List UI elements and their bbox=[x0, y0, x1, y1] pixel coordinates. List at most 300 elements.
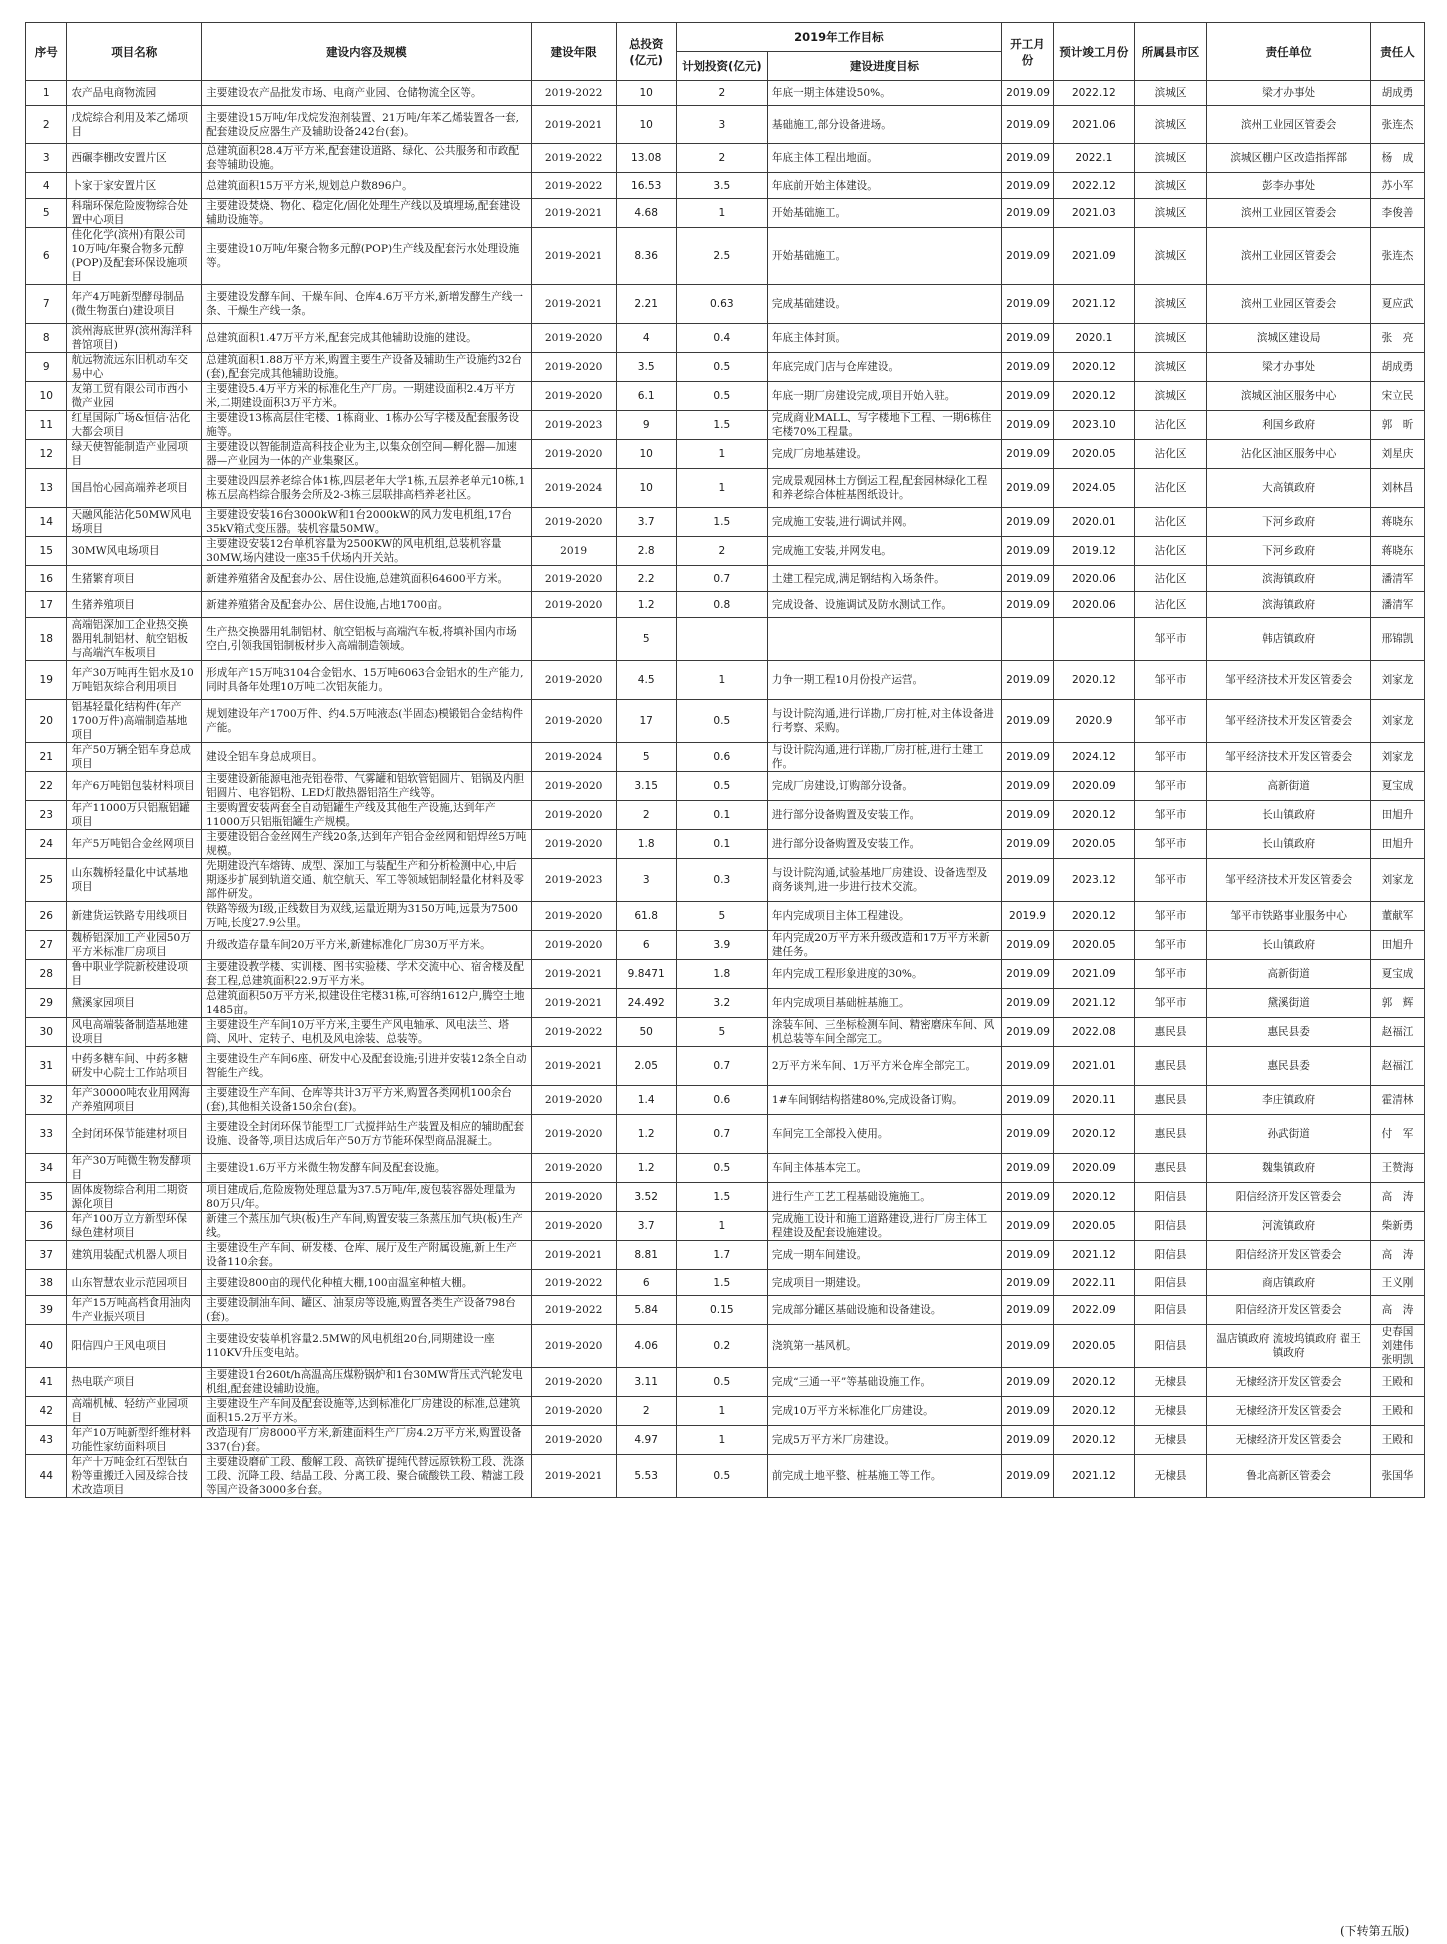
cell-plan-invest: 0.5 bbox=[676, 772, 767, 801]
cell-progress: 与设计院沟通,进行详勘,厂房打桩,进行土建工作。 bbox=[767, 743, 1001, 772]
cell-period: 2019-2021 bbox=[531, 228, 616, 285]
cell-progress: 进行生产工艺工程基础设施施工。 bbox=[767, 1183, 1001, 1212]
cell-content: 主要建设新能源电池壳铝卷带、气雾罐和铝软管铝圆片、铝锅及内胆铝圆片、电容铝粉、LED灯散热器铝箔生产线等。 bbox=[202, 772, 532, 801]
cell-seq: 25 bbox=[26, 859, 67, 902]
cell-unit: 长山镇政府 bbox=[1207, 830, 1371, 859]
cell-person: 高 涛 bbox=[1371, 1183, 1425, 1212]
cell-progress: 完成项目一期建设。 bbox=[767, 1270, 1001, 1296]
cell-progress: 完成商业MALL、写字楼地下工程、一期6栋住宅楼70%工程量。 bbox=[767, 411, 1001, 440]
cell-project-name: 建筑用装配式机器人项目 bbox=[67, 1241, 202, 1270]
cell-period: 2019-2021 bbox=[531, 199, 616, 228]
cell-unit: 邹平经济技术开发区管委会 bbox=[1207, 700, 1371, 743]
cell-total-invest: 3 bbox=[616, 859, 676, 902]
cell-seq: 42 bbox=[26, 1397, 67, 1426]
cell-county: 阳信县 bbox=[1134, 1325, 1207, 1368]
cell-finish-month: 2020.9 bbox=[1053, 700, 1134, 743]
cell-total-invest: 3.7 bbox=[616, 1212, 676, 1241]
cell-content: 主要建设农产品批发市场、电商产业园、仓储物流全区等。 bbox=[202, 81, 532, 106]
cell-period: 2019-2021 bbox=[531, 989, 616, 1018]
header-invest: 总投资(亿元) bbox=[616, 23, 676, 81]
cell-person: 王殿和 bbox=[1371, 1397, 1425, 1426]
cell-unit: 滨海镇政府 bbox=[1207, 566, 1371, 592]
cell-county: 邹平市 bbox=[1134, 743, 1207, 772]
cell-project-name: 魏桥铝深加工产业园50万平方米标准厂房项目 bbox=[67, 931, 202, 960]
table-row bbox=[26, 1368, 1425, 1397]
cell-unit: 长山镇政府 bbox=[1207, 931, 1371, 960]
cell-county: 滨城区 bbox=[1134, 144, 1207, 173]
cell-plan-invest: 1.8 bbox=[676, 960, 767, 989]
cell-project-name: 戊烷综合利用及苯乙烯项目 bbox=[67, 106, 202, 144]
table-row bbox=[26, 1086, 1425, 1115]
project-table bbox=[25, 22, 1425, 1498]
cell-total-invest: 3.7 bbox=[616, 508, 676, 537]
cell-start-month: 2019.09 bbox=[1002, 960, 1054, 989]
cell-unit: 河流镇政府 bbox=[1207, 1212, 1371, 1241]
cell-plan-invest: 2 bbox=[676, 144, 767, 173]
cell-unit: 滨海镇政府 bbox=[1207, 592, 1371, 618]
cell-seq: 38 bbox=[26, 1270, 67, 1296]
cell-total-invest: 13.08 bbox=[616, 144, 676, 173]
cell-person: 胡成勇 bbox=[1371, 81, 1425, 106]
cell-total-invest: 6.1 bbox=[616, 382, 676, 411]
cell-plan-invest: 3.5 bbox=[676, 173, 767, 199]
table-row bbox=[26, 1270, 1425, 1296]
cell-content: 主要建设800亩的现代化种植大棚,100亩温室种植大棚。 bbox=[202, 1270, 532, 1296]
cell-content: 主要建设教学楼、实训楼、图书实验楼、学术交流中心、宿舍楼及配套工程,总建筑面积22.9万平方米。 bbox=[202, 960, 532, 989]
cell-seq: 36 bbox=[26, 1212, 67, 1241]
cell-plan-invest: 5 bbox=[676, 902, 767, 931]
header-goal-group: 2019年工作目标 bbox=[676, 23, 1001, 52]
cell-start-month: 2019.09 bbox=[1002, 1183, 1054, 1212]
cell-progress: 年底前开始主体建设。 bbox=[767, 173, 1001, 199]
cell-finish-month: 2020.12 bbox=[1053, 353, 1134, 382]
cell-content: 主要建设1台260t/h高温高压煤粉锅炉和1台30MW背压式汽轮发电机组,配套建设辅助设施。 bbox=[202, 1368, 532, 1397]
cell-total-invest: 2.8 bbox=[616, 537, 676, 566]
cell-content: 新建养殖猪舍及配套办公、居住设施,占地1700亩。 bbox=[202, 592, 532, 618]
cell-period: 2019-2021 bbox=[531, 960, 616, 989]
cell-county: 滨城区 bbox=[1134, 382, 1207, 411]
cell-total-invest: 1.2 bbox=[616, 1115, 676, 1154]
cell-finish-month: 2021.12 bbox=[1053, 1455, 1134, 1498]
cell-content: 主要建设磨矿工段、酸解工段、高铁矿提纯代替远原铁粉工段、洗涤工段、沉降工段、结晶工段、分离工段、聚合硫酸铁工段、精滤工段等国产设备3000多台套。 bbox=[202, 1455, 532, 1498]
cell-project-name: 年产50万辆全铝车身总成项目 bbox=[67, 743, 202, 772]
cell-period: 2019-2020 bbox=[531, 931, 616, 960]
cell-total-invest: 3.15 bbox=[616, 772, 676, 801]
cell-finish-month: 2020.06 bbox=[1053, 592, 1134, 618]
cell-progress: 完成设备、设施调试及防水测试工作。 bbox=[767, 592, 1001, 618]
cell-content: 规划建设年产1700万件、约4.5万吨液态(半固态)模锻铝合金结构件产能。 bbox=[202, 700, 532, 743]
cell-project-name: 年产30万吨微生物发酵项目 bbox=[67, 1154, 202, 1183]
cell-county: 阳信县 bbox=[1134, 1212, 1207, 1241]
cell-content: 项目建成后,危险废物处理总量为37.5万吨/年,废包装容器处理量为80万只/年。 bbox=[202, 1183, 532, 1212]
cell-plan-invest: 1 bbox=[676, 1426, 767, 1455]
cell-progress: 土建工程完成,满足钢结构入场条件。 bbox=[767, 566, 1001, 592]
table-row bbox=[26, 1183, 1425, 1212]
cell-start-month: 2019.09 bbox=[1002, 199, 1054, 228]
cell-content: 升级改造存量车间20万平方米,新建标准化厂房30万平方米。 bbox=[202, 931, 532, 960]
cell-total-invest: 6 bbox=[616, 1270, 676, 1296]
table-row bbox=[26, 1397, 1425, 1426]
cell-period: 2019-2020 bbox=[531, 353, 616, 382]
cell-county: 沾化区 bbox=[1134, 508, 1207, 537]
cell-start-month: 2019.09 bbox=[1002, 700, 1054, 743]
cell-unit: 阳信经济开发区管委会 bbox=[1207, 1296, 1371, 1325]
cell-content: 主要建设生产车间10万平方米,主要生产风电轴承、风电法兰、塔筒、风叶、定转子、电机及风电涂装、总装等。 bbox=[202, 1018, 532, 1047]
cell-unit: 商店镇政府 bbox=[1207, 1270, 1371, 1296]
cell-plan-invest: 1.7 bbox=[676, 1241, 767, 1270]
cell-progress bbox=[767, 618, 1001, 661]
cell-seq: 34 bbox=[26, 1154, 67, 1183]
cell-period bbox=[531, 618, 616, 661]
cell-plan-invest: 0.6 bbox=[676, 1086, 767, 1115]
cell-plan-invest: 1.5 bbox=[676, 508, 767, 537]
cell-total-invest: 2 bbox=[616, 801, 676, 830]
cell-content: 主要建设制油车间、罐区、油泵房等设施,购置各类生产设备798台(套)。 bbox=[202, 1296, 532, 1325]
continued-note: (下转第五版) bbox=[1340, 1924, 1410, 1938]
cell-progress: 完成部分罐区基础设施和设备建设。 bbox=[767, 1296, 1001, 1325]
cell-total-invest: 1.8 bbox=[616, 830, 676, 859]
cell-county: 沾化区 bbox=[1134, 440, 1207, 469]
cell-unit: 滨城区油区服务中心 bbox=[1207, 382, 1371, 411]
cell-progress: 进行部分设备购置及安装工作。 bbox=[767, 801, 1001, 830]
cell-finish-month: 2021.06 bbox=[1053, 106, 1134, 144]
cell-progress: 开始基础施工。 bbox=[767, 199, 1001, 228]
cell-content: 主要建设13栋高层住宅楼、1栋商业、1栋办公写字楼及配套服务设施等。 bbox=[202, 411, 532, 440]
cell-content: 主要建设全封闭环保节能型工厂式搅拌站生产装置及相应的辅助配套设施、设备等,项目达成后年产50万方节能环保型商品混凝土。 bbox=[202, 1115, 532, 1154]
cell-county: 无棣县 bbox=[1134, 1426, 1207, 1455]
table-row bbox=[26, 1047, 1425, 1086]
cell-county: 滨城区 bbox=[1134, 106, 1207, 144]
cell-progress: 1#车间钢结构搭建80%,完成设备订购。 bbox=[767, 1086, 1001, 1115]
cell-start-month: 2019.09 bbox=[1002, 1325, 1054, 1368]
table-row bbox=[26, 700, 1425, 743]
cell-person: 刘家龙 bbox=[1371, 700, 1425, 743]
cell-finish-month: 2019.12 bbox=[1053, 537, 1134, 566]
cell-plan-invest: 0.7 bbox=[676, 1115, 767, 1154]
cell-seq: 19 bbox=[26, 661, 67, 700]
cell-total-invest: 2.05 bbox=[616, 1047, 676, 1086]
cell-unit: 韩店镇政府 bbox=[1207, 618, 1371, 661]
cell-period: 2019-2022 bbox=[531, 1018, 616, 1047]
cell-seq: 14 bbox=[26, 508, 67, 537]
table-row bbox=[26, 1212, 1425, 1241]
cell-project-name: 热电联产项目 bbox=[67, 1368, 202, 1397]
cell-content: 主要建设焚烧、物化、稳定化/固化处理生产线以及填埋场,配套建设辅助设施等。 bbox=[202, 199, 532, 228]
cell-period: 2019-2021 bbox=[531, 1455, 616, 1498]
cell-seq: 10 bbox=[26, 382, 67, 411]
cell-project-name: 友第工贸有限公司市西小微产业园 bbox=[67, 382, 202, 411]
cell-content: 生产热交换器用轧制铝材、航空铝板与高端汽车板,将填补国内市场空白,引领我国铝制板材步入高端制造领域。 bbox=[202, 618, 532, 661]
cell-plan-invest: 0.5 bbox=[676, 700, 767, 743]
cell-period: 2019-2020 bbox=[531, 1154, 616, 1183]
cell-finish-month: 2020.12 bbox=[1053, 801, 1134, 830]
cell-period: 2019-2020 bbox=[531, 1325, 616, 1368]
cell-project-name: 航远物流远东旧机动车交易中心 bbox=[67, 353, 202, 382]
cell-period: 2019-2022 bbox=[531, 144, 616, 173]
cell-total-invest: 3.52 bbox=[616, 1183, 676, 1212]
header-person: 责任人 bbox=[1371, 23, 1425, 81]
cell-project-name: 固体废物综合利用二期资源化项目 bbox=[67, 1183, 202, 1212]
cell-plan-invest: 1 bbox=[676, 440, 767, 469]
table-row bbox=[26, 1296, 1425, 1325]
cell-finish-month: 2022.08 bbox=[1053, 1018, 1134, 1047]
cell-person: 胡成勇 bbox=[1371, 353, 1425, 382]
cell-finish-month: 2022.12 bbox=[1053, 81, 1134, 106]
cell-content: 总建筑面积15万平方米,规划总户数896户。 bbox=[202, 173, 532, 199]
cell-start-month: 2019.09 bbox=[1002, 592, 1054, 618]
cell-period: 2019-2022 bbox=[531, 1270, 616, 1296]
cell-unit: 邹平经济技术开发区管委会 bbox=[1207, 661, 1371, 700]
cell-seq: 12 bbox=[26, 440, 67, 469]
table-row bbox=[26, 440, 1425, 469]
cell-progress: 涂装车间、三坐标检测车间、精密磨床车间、风机总装等车间全部完工。 bbox=[767, 1018, 1001, 1047]
cell-county: 沾化区 bbox=[1134, 537, 1207, 566]
cell-project-name: 中药多糖车间、中药多糖研发中心院士工作站项目 bbox=[67, 1047, 202, 1086]
cell-plan-invest: 0.2 bbox=[676, 1325, 767, 1368]
cell-period: 2019-2020 bbox=[531, 1368, 616, 1397]
cell-person: 张连杰 bbox=[1371, 228, 1425, 285]
cell-project-name: 国昌怡心园高端养老项目 bbox=[67, 469, 202, 508]
cell-start-month: 2019.09 bbox=[1002, 324, 1054, 353]
table-row bbox=[26, 859, 1425, 902]
cell-total-invest: 3.5 bbox=[616, 353, 676, 382]
cell-period: 2019-2020 bbox=[531, 830, 616, 859]
cell-content: 主要建设生产车间及配套设施等,达到标准化厂房建设的标准,总建筑面积15.2万平方米。 bbox=[202, 1397, 532, 1426]
cell-project-name: 科瑞环保危险废物综合处置中心项目 bbox=[67, 199, 202, 228]
cell-seq: 13 bbox=[26, 469, 67, 508]
cell-plan-invest: 0.8 bbox=[676, 592, 767, 618]
cell-start-month: 2019.09 bbox=[1002, 743, 1054, 772]
table-row bbox=[26, 566, 1425, 592]
cell-finish-month: 2020.12 bbox=[1053, 1397, 1134, 1426]
cell-progress: 2万平方米车间、1万平方米仓库全部完工。 bbox=[767, 1047, 1001, 1086]
cell-period: 2019-2020 bbox=[531, 1426, 616, 1455]
cell-seq: 29 bbox=[26, 989, 67, 1018]
cell-seq: 30 bbox=[26, 1018, 67, 1047]
table-row bbox=[26, 592, 1425, 618]
cell-total-invest: 4.68 bbox=[616, 199, 676, 228]
cell-unit: 彭李办事处 bbox=[1207, 173, 1371, 199]
cell-content: 主要购置安装两套全自动铝罐生产线及其他生产设施,达到年产11000万只铝瓶铝罐生产规模。 bbox=[202, 801, 532, 830]
cell-start-month: 2019.09 bbox=[1002, 1270, 1054, 1296]
cell-plan-invest: 2.5 bbox=[676, 228, 767, 285]
cell-seq: 27 bbox=[26, 931, 67, 960]
cell-unit: 无棣经济开发区管委会 bbox=[1207, 1426, 1371, 1455]
cell-person: 柴新勇 bbox=[1371, 1212, 1425, 1241]
table-header bbox=[26, 23, 1425, 81]
cell-county: 邹平市 bbox=[1134, 902, 1207, 931]
cell-person: 王义刚 bbox=[1371, 1270, 1425, 1296]
cell-content: 主要建设安装16台3000kW和1台2000kW的风力发电机组,17台35kV箱式变压器。装机容量50MW。 bbox=[202, 508, 532, 537]
cell-finish-month: 2020.06 bbox=[1053, 566, 1134, 592]
cell-plan-invest: 0.7 bbox=[676, 566, 767, 592]
cell-content: 主要建设四层养老综合体1栋,四层老年大学1栋,五层养老单元10栋,1栋五层高档综合服务会所及2-3栋三层联排高档养老社区。 bbox=[202, 469, 532, 508]
cell-person: 赵福江 bbox=[1371, 1047, 1425, 1086]
header-seq: 序号 bbox=[26, 23, 67, 81]
cell-finish-month: 2021.12 bbox=[1053, 285, 1134, 324]
cell-content: 总建筑面积28.4万平方米,配套建设道路、绿化、公共服务和市政配套等辅助设施。 bbox=[202, 144, 532, 173]
cell-plan-invest: 1 bbox=[676, 661, 767, 700]
cell-county: 邹平市 bbox=[1134, 661, 1207, 700]
cell-start-month: 2019.09 bbox=[1002, 801, 1054, 830]
cell-person: 张连杰 bbox=[1371, 106, 1425, 144]
cell-county: 阳信县 bbox=[1134, 1270, 1207, 1296]
cell-content: 主要建设安装12台单机容量为2500KW的风电机组,总装机容量30MW,场内建设一座35千伏场内开关站。 bbox=[202, 537, 532, 566]
table-row bbox=[26, 830, 1425, 859]
cell-seq: 33 bbox=[26, 1115, 67, 1154]
cell-progress: 年底主体工程出地面。 bbox=[767, 144, 1001, 173]
cell-plan-invest: 2 bbox=[676, 81, 767, 106]
cell-plan-invest: 1 bbox=[676, 199, 767, 228]
cell-content: 主要建设10万吨/年聚合物多元醇(POP)生产线及配套污水处理设施等。 bbox=[202, 228, 532, 285]
cell-progress: 车间完工全部投入使用。 bbox=[767, 1115, 1001, 1154]
cell-person: 蒋晓东 bbox=[1371, 537, 1425, 566]
cell-content: 主要建设发酵车间、干燥车间、仓库4.6万平方米,新增发酵生产线一条、干燥生产线一条。 bbox=[202, 285, 532, 324]
cell-period: 2019-2020 bbox=[531, 566, 616, 592]
cell-plan-invest bbox=[676, 618, 767, 661]
cell-unit: 黛溪街道 bbox=[1207, 989, 1371, 1018]
cell-start-month: 2019.09 bbox=[1002, 106, 1054, 144]
cell-finish-month: 2020.11 bbox=[1053, 1086, 1134, 1115]
cell-start-month: 2019.09 bbox=[1002, 1397, 1054, 1426]
cell-unit: 下河乡政府 bbox=[1207, 508, 1371, 537]
cell-period: 2019-2020 bbox=[531, 1212, 616, 1241]
cell-content: 总建筑面积1.47万平方米,配套完成其他辅助设施的建设。 bbox=[202, 324, 532, 353]
table-row bbox=[26, 989, 1425, 1018]
cell-seq: 22 bbox=[26, 772, 67, 801]
cell-content: 主要建设生产车间、仓库等共计3万平方米,购置各类网机100余台(套),其他相关设备150余台(套)。 bbox=[202, 1086, 532, 1115]
cell-period: 2019-2020 bbox=[531, 1086, 616, 1115]
cell-total-invest: 17 bbox=[616, 700, 676, 743]
cell-finish-month: 2020.09 bbox=[1053, 772, 1134, 801]
cell-finish-month: 2020.12 bbox=[1053, 902, 1134, 931]
cell-finish-month: 2020.05 bbox=[1053, 1212, 1134, 1241]
cell-project-name: 30MW风电场项目 bbox=[67, 537, 202, 566]
cell-plan-invest: 0.6 bbox=[676, 743, 767, 772]
cell-finish-month: 2020.05 bbox=[1053, 1325, 1134, 1368]
cell-seq: 6 bbox=[26, 228, 67, 285]
cell-period: 2019-2023 bbox=[531, 859, 616, 902]
cell-content: 主要建设1.6万平方米微生物发酵车间及配套设施。 bbox=[202, 1154, 532, 1183]
cell-start-month: 2019.09 bbox=[1002, 440, 1054, 469]
cell-unit: 无棣经济开发区管委会 bbox=[1207, 1368, 1371, 1397]
cell-person: 张 亮 bbox=[1371, 324, 1425, 353]
cell-finish-month: 2022.1 bbox=[1053, 144, 1134, 173]
cell-unit: 惠民县委 bbox=[1207, 1047, 1371, 1086]
cell-start-month: 2019.09 bbox=[1002, 1115, 1054, 1154]
table-row bbox=[26, 106, 1425, 144]
cell-period: 2019-2024 bbox=[531, 469, 616, 508]
cell-plan-invest: 1 bbox=[676, 1397, 767, 1426]
cell-start-month: 2019.09 bbox=[1002, 1212, 1054, 1241]
cell-person: 杨 成 bbox=[1371, 144, 1425, 173]
cell-period: 2019-2021 bbox=[531, 106, 616, 144]
cell-county: 沾化区 bbox=[1134, 469, 1207, 508]
cell-seq: 23 bbox=[26, 801, 67, 830]
table-row bbox=[26, 772, 1425, 801]
cell-unit: 阳信经济开发区管委会 bbox=[1207, 1183, 1371, 1212]
cell-project-name: 山东智慧农业示范园项目 bbox=[67, 1270, 202, 1296]
cell-county: 邹平市 bbox=[1134, 830, 1207, 859]
cell-unit: 滨州工业园区管委会 bbox=[1207, 285, 1371, 324]
cell-person: 刘家龙 bbox=[1371, 743, 1425, 772]
cell-content: 建设全铝车身总成项目。 bbox=[202, 743, 532, 772]
cell-project-name: 佳化化学(滨州)有限公司10万吨/年聚合物多元醇(POP)及配套环保设施项目 bbox=[67, 228, 202, 285]
cell-person: 高 涛 bbox=[1371, 1296, 1425, 1325]
table-row bbox=[26, 1455, 1425, 1498]
cell-person: 王殿和 bbox=[1371, 1426, 1425, 1455]
cell-total-invest: 50 bbox=[616, 1018, 676, 1047]
cell-content: 总建筑面积1.88万平方米,购置主要生产设备及辅助生产设施约32台(套),配套完成其他辅助设施。 bbox=[202, 353, 532, 382]
cell-plan-invest: 5 bbox=[676, 1018, 767, 1047]
cell-period: 2019-2020 bbox=[531, 1397, 616, 1426]
cell-plan-invest: 1 bbox=[676, 469, 767, 508]
cell-progress: 浇筑第一基风机。 bbox=[767, 1325, 1001, 1368]
cell-plan-invest: 3.2 bbox=[676, 989, 767, 1018]
cell-total-invest: 8.81 bbox=[616, 1241, 676, 1270]
cell-start-month: 2019.09 bbox=[1002, 228, 1054, 285]
cell-seq: 41 bbox=[26, 1368, 67, 1397]
cell-county: 无棣县 bbox=[1134, 1397, 1207, 1426]
cell-project-name: 农产品电商物流园 bbox=[67, 81, 202, 106]
cell-seq: 35 bbox=[26, 1183, 67, 1212]
cell-plan-invest: 0.5 bbox=[676, 1455, 767, 1498]
cell-total-invest: 2 bbox=[616, 1397, 676, 1426]
table-row bbox=[26, 537, 1425, 566]
cell-person: 郭 昕 bbox=[1371, 411, 1425, 440]
cell-start-month: 2019.09 bbox=[1002, 469, 1054, 508]
cell-seq: 11 bbox=[26, 411, 67, 440]
cell-unit: 鲁北高新区管委会 bbox=[1207, 1455, 1371, 1498]
cell-finish-month: 2023.10 bbox=[1053, 411, 1134, 440]
cell-project-name: 铝基轻量化结构件(年产1700万件)高端制造基地项目 bbox=[67, 700, 202, 743]
cell-total-invest: 1.4 bbox=[616, 1086, 676, 1115]
table-row bbox=[26, 1154, 1425, 1183]
cell-plan-invest: 0.4 bbox=[676, 324, 767, 353]
cell-person: 郭 辉 bbox=[1371, 989, 1425, 1018]
cell-period: 2019-2020 bbox=[531, 801, 616, 830]
cell-start-month: 2019.09 bbox=[1002, 1296, 1054, 1325]
cell-plan-invest: 0.15 bbox=[676, 1296, 767, 1325]
cell-county: 滨城区 bbox=[1134, 199, 1207, 228]
cell-project-name: 年产100万立方新型环保绿色建材项目 bbox=[67, 1212, 202, 1241]
cell-plan-invest: 3.9 bbox=[676, 931, 767, 960]
table-row bbox=[26, 81, 1425, 106]
cell-content: 新建养殖猪舍及配套办公、居住设施,总建筑面积64600平方米。 bbox=[202, 566, 532, 592]
cell-county: 沾化区 bbox=[1134, 411, 1207, 440]
cell-unit: 沾化区油区服务中心 bbox=[1207, 440, 1371, 469]
cell-content: 主要建设15万吨/年戊烷发泡剂装置、21万吨/年苯乙烯装置各一套,配套建设反应器生产及辅助设备242台(套)。 bbox=[202, 106, 532, 144]
cell-total-invest: 2.21 bbox=[616, 285, 676, 324]
cell-plan-invest: 0.3 bbox=[676, 859, 767, 902]
cell-start-month: 2019.09 bbox=[1002, 661, 1054, 700]
cell-start-month: 2019.09 bbox=[1002, 173, 1054, 199]
cell-content: 铁路等级为I级,正线数目为双线,运量近期为3150万吨,远景为7500万吨,长度27.9公里。 bbox=[202, 902, 532, 931]
cell-seq: 26 bbox=[26, 902, 67, 931]
cell-person: 蒋晓东 bbox=[1371, 508, 1425, 537]
cell-unit: 邹平市铁路事业服务中心 bbox=[1207, 902, 1371, 931]
cell-content: 先期建设汽车熔铸、成型、深加工与装配生产和分析检测中心,中后期逐步扩展到轨道交通、航空航天、军工等领域铝制轻量化材料及零部件研发。 bbox=[202, 859, 532, 902]
table-row bbox=[26, 743, 1425, 772]
cell-period: 2019-2020 bbox=[531, 1183, 616, 1212]
cell-county: 邹平市 bbox=[1134, 931, 1207, 960]
cell-person: 邢锦凯 bbox=[1371, 618, 1425, 661]
cell-project-name: 风电高端装备制造基地建设项目 bbox=[67, 1018, 202, 1047]
cell-progress: 前完成土地平整、桩基施工等工作。 bbox=[767, 1455, 1001, 1498]
cell-period: 2019-2021 bbox=[531, 1047, 616, 1086]
cell-finish-month: 2020.05 bbox=[1053, 830, 1134, 859]
cell-unit: 邹平经济技术开发区管委会 bbox=[1207, 743, 1371, 772]
